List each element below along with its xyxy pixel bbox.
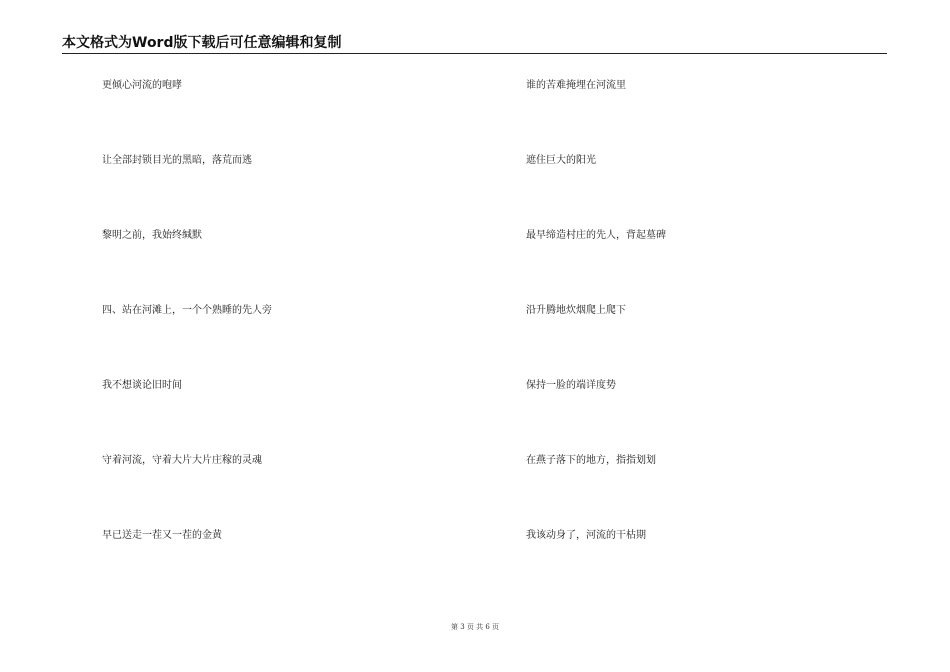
page-number: 第 3 页 共 6 页: [450, 623, 500, 631]
poem-line: 守着河流，守着大片大片庄稼的灵魂: [102, 455, 262, 466]
poem-line: 在燕子落下的地方，指指划划: [526, 455, 656, 466]
poem-line: 沿升腾地炊烟爬上爬下: [526, 305, 626, 316]
poem-line: 我不想谈论旧时间: [102, 380, 182, 391]
poem-line: 保持一脸的端详度势: [526, 380, 616, 391]
right-text-column: [526, 0, 906, 672]
poem-line: 遮住巨大的阳光: [526, 155, 596, 166]
poem-line: 黎明之前，我始终缄默: [102, 230, 202, 241]
poem-line: 更倾心河流的咆哮: [102, 80, 182, 91]
left-text-column: [102, 0, 482, 672]
poem-line: 我该动身了，河流的干枯期: [526, 530, 646, 541]
poem-line: 让全部封锁目光的黑暗，落荒而逃: [102, 155, 252, 166]
poem-line: 早已送走一茬又一茬的金黄: [102, 530, 222, 541]
poem-line: 四、站在河滩上，一个个熟睡的先人旁: [102, 305, 272, 316]
poem-line: 谁的苦难掩埋在河流里: [526, 80, 626, 91]
poem-line: 最早缔造村庄的先人，背起墓碑: [526, 230, 666, 241]
page-header-title: 本文格式为Word版下载后可任意编辑和复制: [62, 33, 887, 54]
